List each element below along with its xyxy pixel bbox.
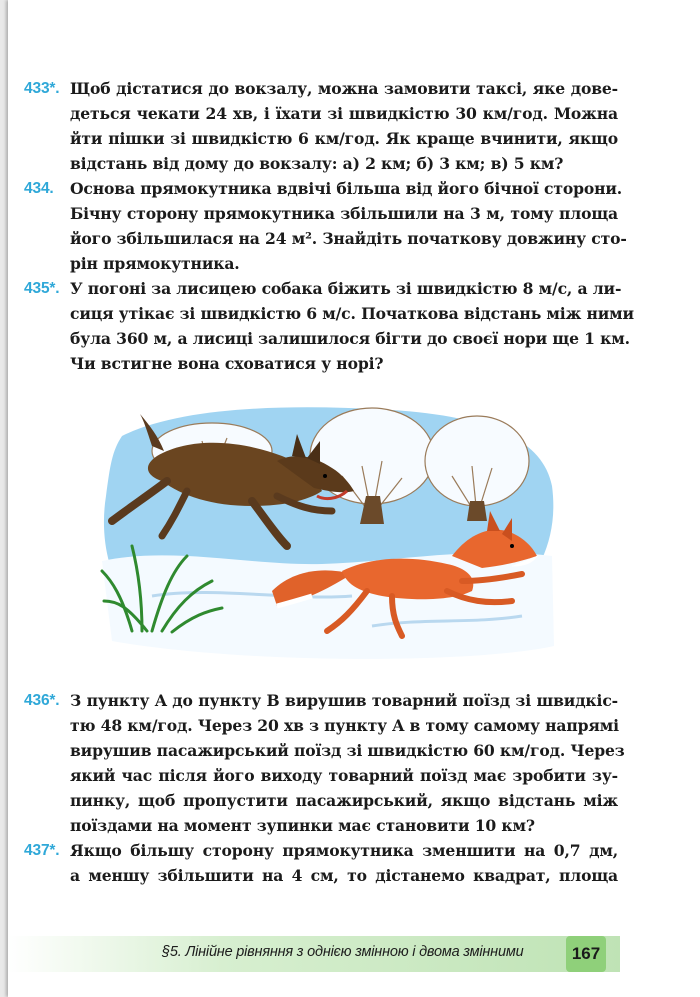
problem-text-line: Чи встигне вона сховатися у норі? — [70, 354, 384, 373]
problem-436 — [24, 688, 625, 838]
problem-434 — [24, 176, 627, 276]
problem-number: 437*. — [24, 842, 60, 859]
problem-number: 433*. — [24, 80, 60, 97]
problem-number: 436*. — [24, 692, 60, 709]
problem-437 — [24, 838, 618, 888]
problem-text-line: а меншу збільшити на 4 см, то дістанемо квадрат, площа — [70, 866, 618, 885]
problem-text-line: Бічну сторону прямокутника збільшили на 3 м, тому площа — [70, 204, 618, 223]
problem-text-line: який час після його виходу товарний поїзд має зробити зу- — [70, 766, 618, 785]
problem-text-line: сиця утікає зі швидкістю 6 м/с. Початкова відстань між ними — [70, 304, 634, 323]
problem-text-line: відстань від дому до вокзалу: а) 2 км; б) 3 км; в) 5 км? — [70, 154, 564, 173]
problem-text-line: вирушив пасажирський поїзд зі швидкістю 60 км/год. Через — [70, 741, 625, 760]
problem-text-line: була 360 м, а лисиці залишилося бігти до своєї нори ще 1 км. — [70, 329, 630, 348]
page-number: 167 — [566, 936, 606, 972]
problem-text-line: Якщо більшу сторону прямокутника зменшити на 0,7 дм, — [70, 841, 618, 860]
problem-435 — [24, 276, 634, 376]
dog-chasing-fox-illustration — [92, 396, 562, 666]
problem-text-line: рін прямокутника. — [70, 254, 240, 273]
problem-number: 434. — [24, 180, 54, 197]
problem-text-line: У погоні за лисицею собака біжить зі швидкістю 8 м/с, а ли- — [70, 279, 622, 298]
problem-text-line: З пункту A до пункту B вирушив товарний поїзд зі швидкіс- — [70, 691, 618, 710]
problem-text-line: Основа прямокутника вдвічі більша від його бічної сторони. — [70, 179, 623, 198]
problem-text-line: пинку, щоб пропустити пасажирський, якщо відстань між — [70, 791, 618, 810]
problem-text-line: деться чекати 24 хв, і їхати зі швидкістю 30 км/год. Можна — [70, 104, 618, 123]
problem-text-line: йти пішки зі швидкістю 6 км/год. Як краще вчинити, якщо — [70, 129, 618, 148]
problem-text-line: тю 48 км/год. Через 20 хв з пункту A в тому самому напрямі — [70, 716, 619, 735]
problem-text-line: поїздами на момент зупинки має становити 10 км? — [70, 816, 535, 835]
problem-number: 435*. — [24, 280, 60, 297]
chapter-title: §5. Лінійне рівняння з однією змінною і двома змінними — [162, 944, 524, 960]
problem-text-line: його збільшилася на 24 м². Знайдіть початкову довжину сто- — [70, 229, 627, 248]
problem-text-line: Щоб дістатися до вокзалу, можна замовити таксі, яке дове- — [70, 79, 618, 98]
problem-433 — [24, 76, 618, 176]
